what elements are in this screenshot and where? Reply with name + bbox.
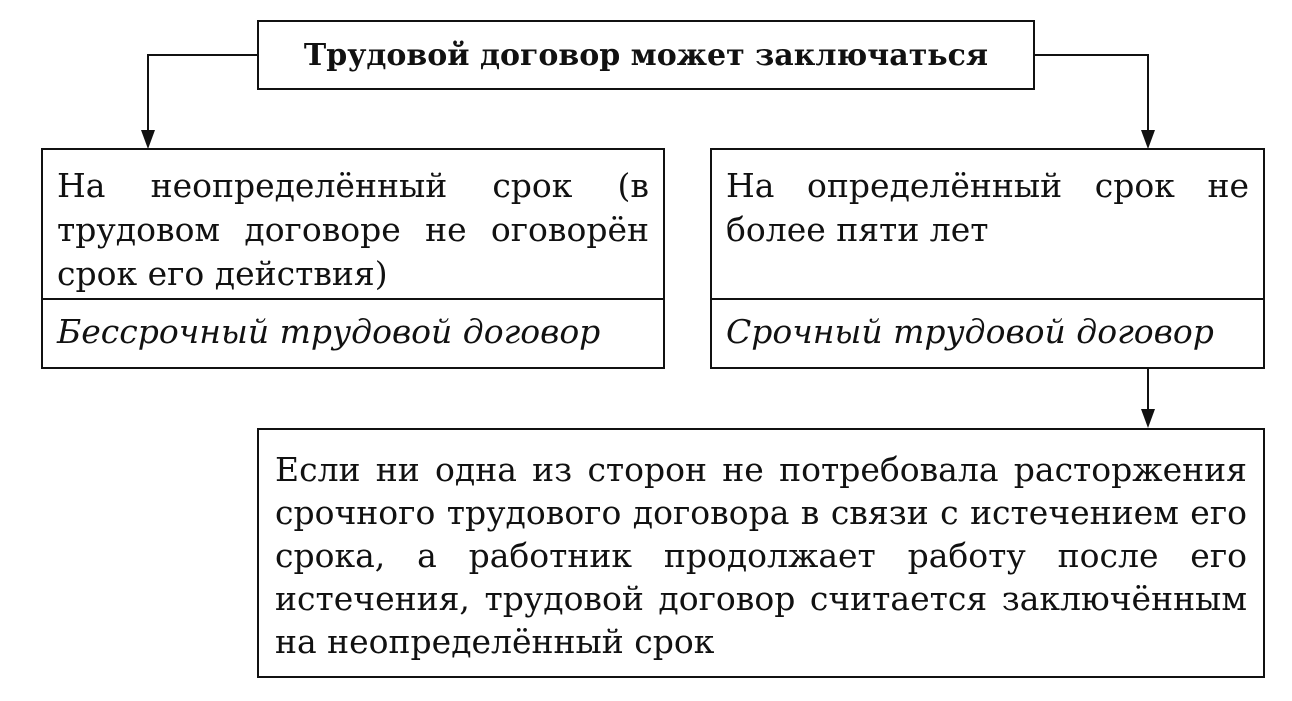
arrowhead-right: [1141, 130, 1155, 149]
conversion-note-text: Если ни одна из сторон не потребовала расторжения срочного трудового договора в связи с истечением его срока, а работник продолжает работу после его истечения, трудовой договор считается заключённым на неопределённый срок: [275, 450, 1247, 661]
diagram-title: Трудовой договор может заключаться: [303, 37, 989, 73]
fixed-term-contract-type: Срочный трудовой договор: [726, 312, 1214, 351]
indefinite-term-box: [41, 148, 665, 369]
indefinite-term-description: На неопределённый срок (в трудовом договоре не оговорён срок его действия): [43, 150, 663, 300]
fixed-term-box: [710, 148, 1265, 369]
arrowhead-left: [141, 130, 155, 149]
title-box: [257, 20, 1035, 90]
conversion-note-box: [257, 428, 1265, 678]
arrow-to-fixed-term: [1035, 55, 1148, 133]
arrow-to-indefinite-term: [148, 55, 257, 133]
arrowhead-bottom: [1141, 409, 1155, 428]
fixed-term-description: На определённый срок не более пяти лет: [712, 150, 1263, 300]
indefinite-term-contract-type: Бессрочный трудовой договор: [57, 312, 601, 351]
